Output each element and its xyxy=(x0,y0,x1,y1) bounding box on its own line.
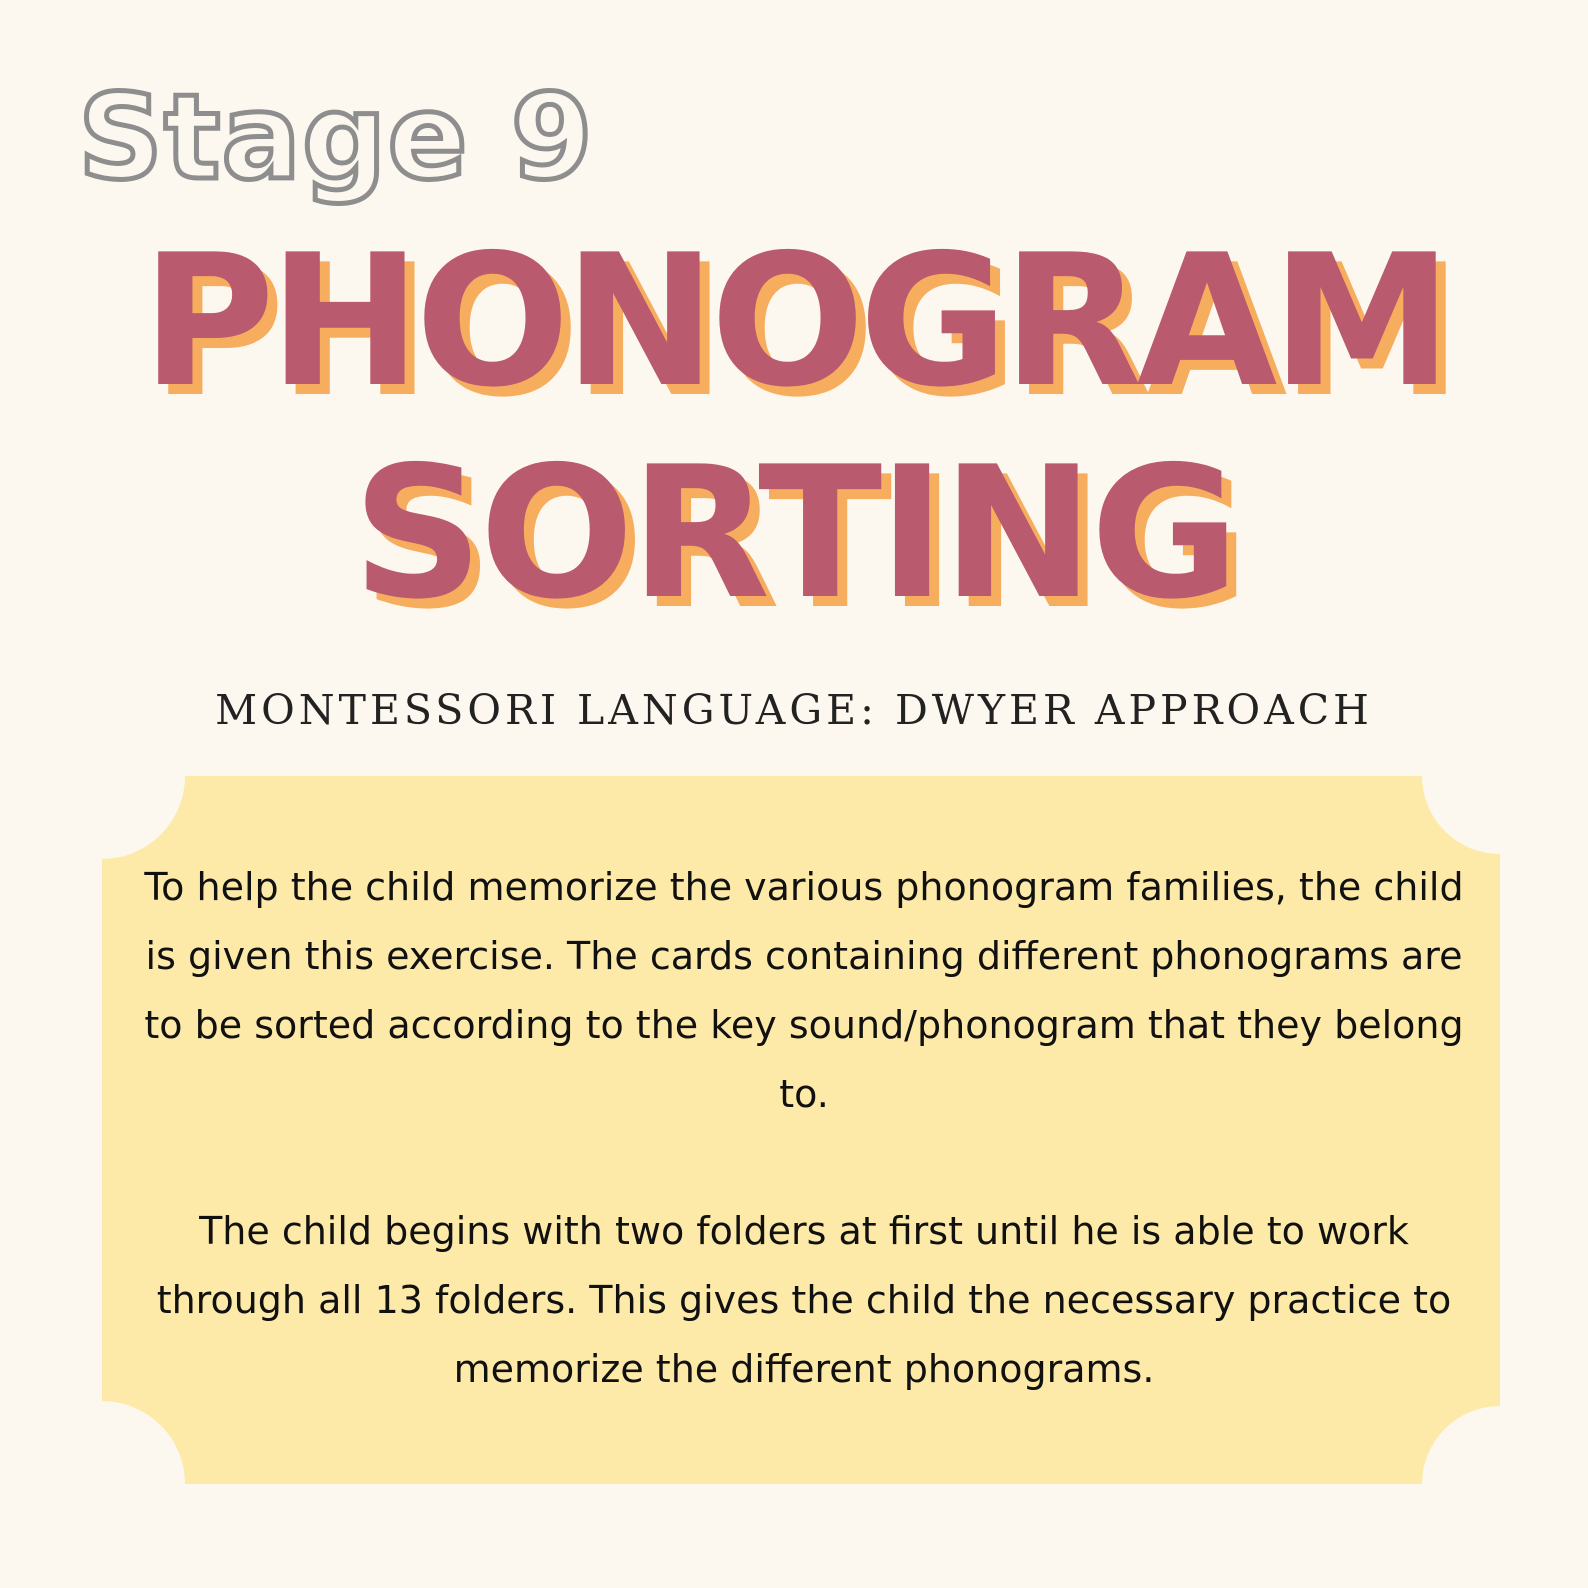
title-line-1: PHONOGRAM xyxy=(141,215,1447,427)
body-paragraph-1: To help the child memorize the various phonogram families, the child is given this exercise. The cards containing different phonograms are to be sorted according to the key sound/phonogram that they belong to. xyxy=(144,865,1464,1116)
subtitle: MONTESSORI LANGUAGE: DWYER APPROACH xyxy=(215,686,1373,734)
title-line-2: SORTING xyxy=(352,427,1236,639)
body-paragraph-2: The child begins with two folders at first until he is able to work through all 13 folders. This gives the child the necessary practice to memorize the different phonograms. xyxy=(156,1209,1452,1391)
stage-label: Stage 9 xyxy=(78,68,594,206)
